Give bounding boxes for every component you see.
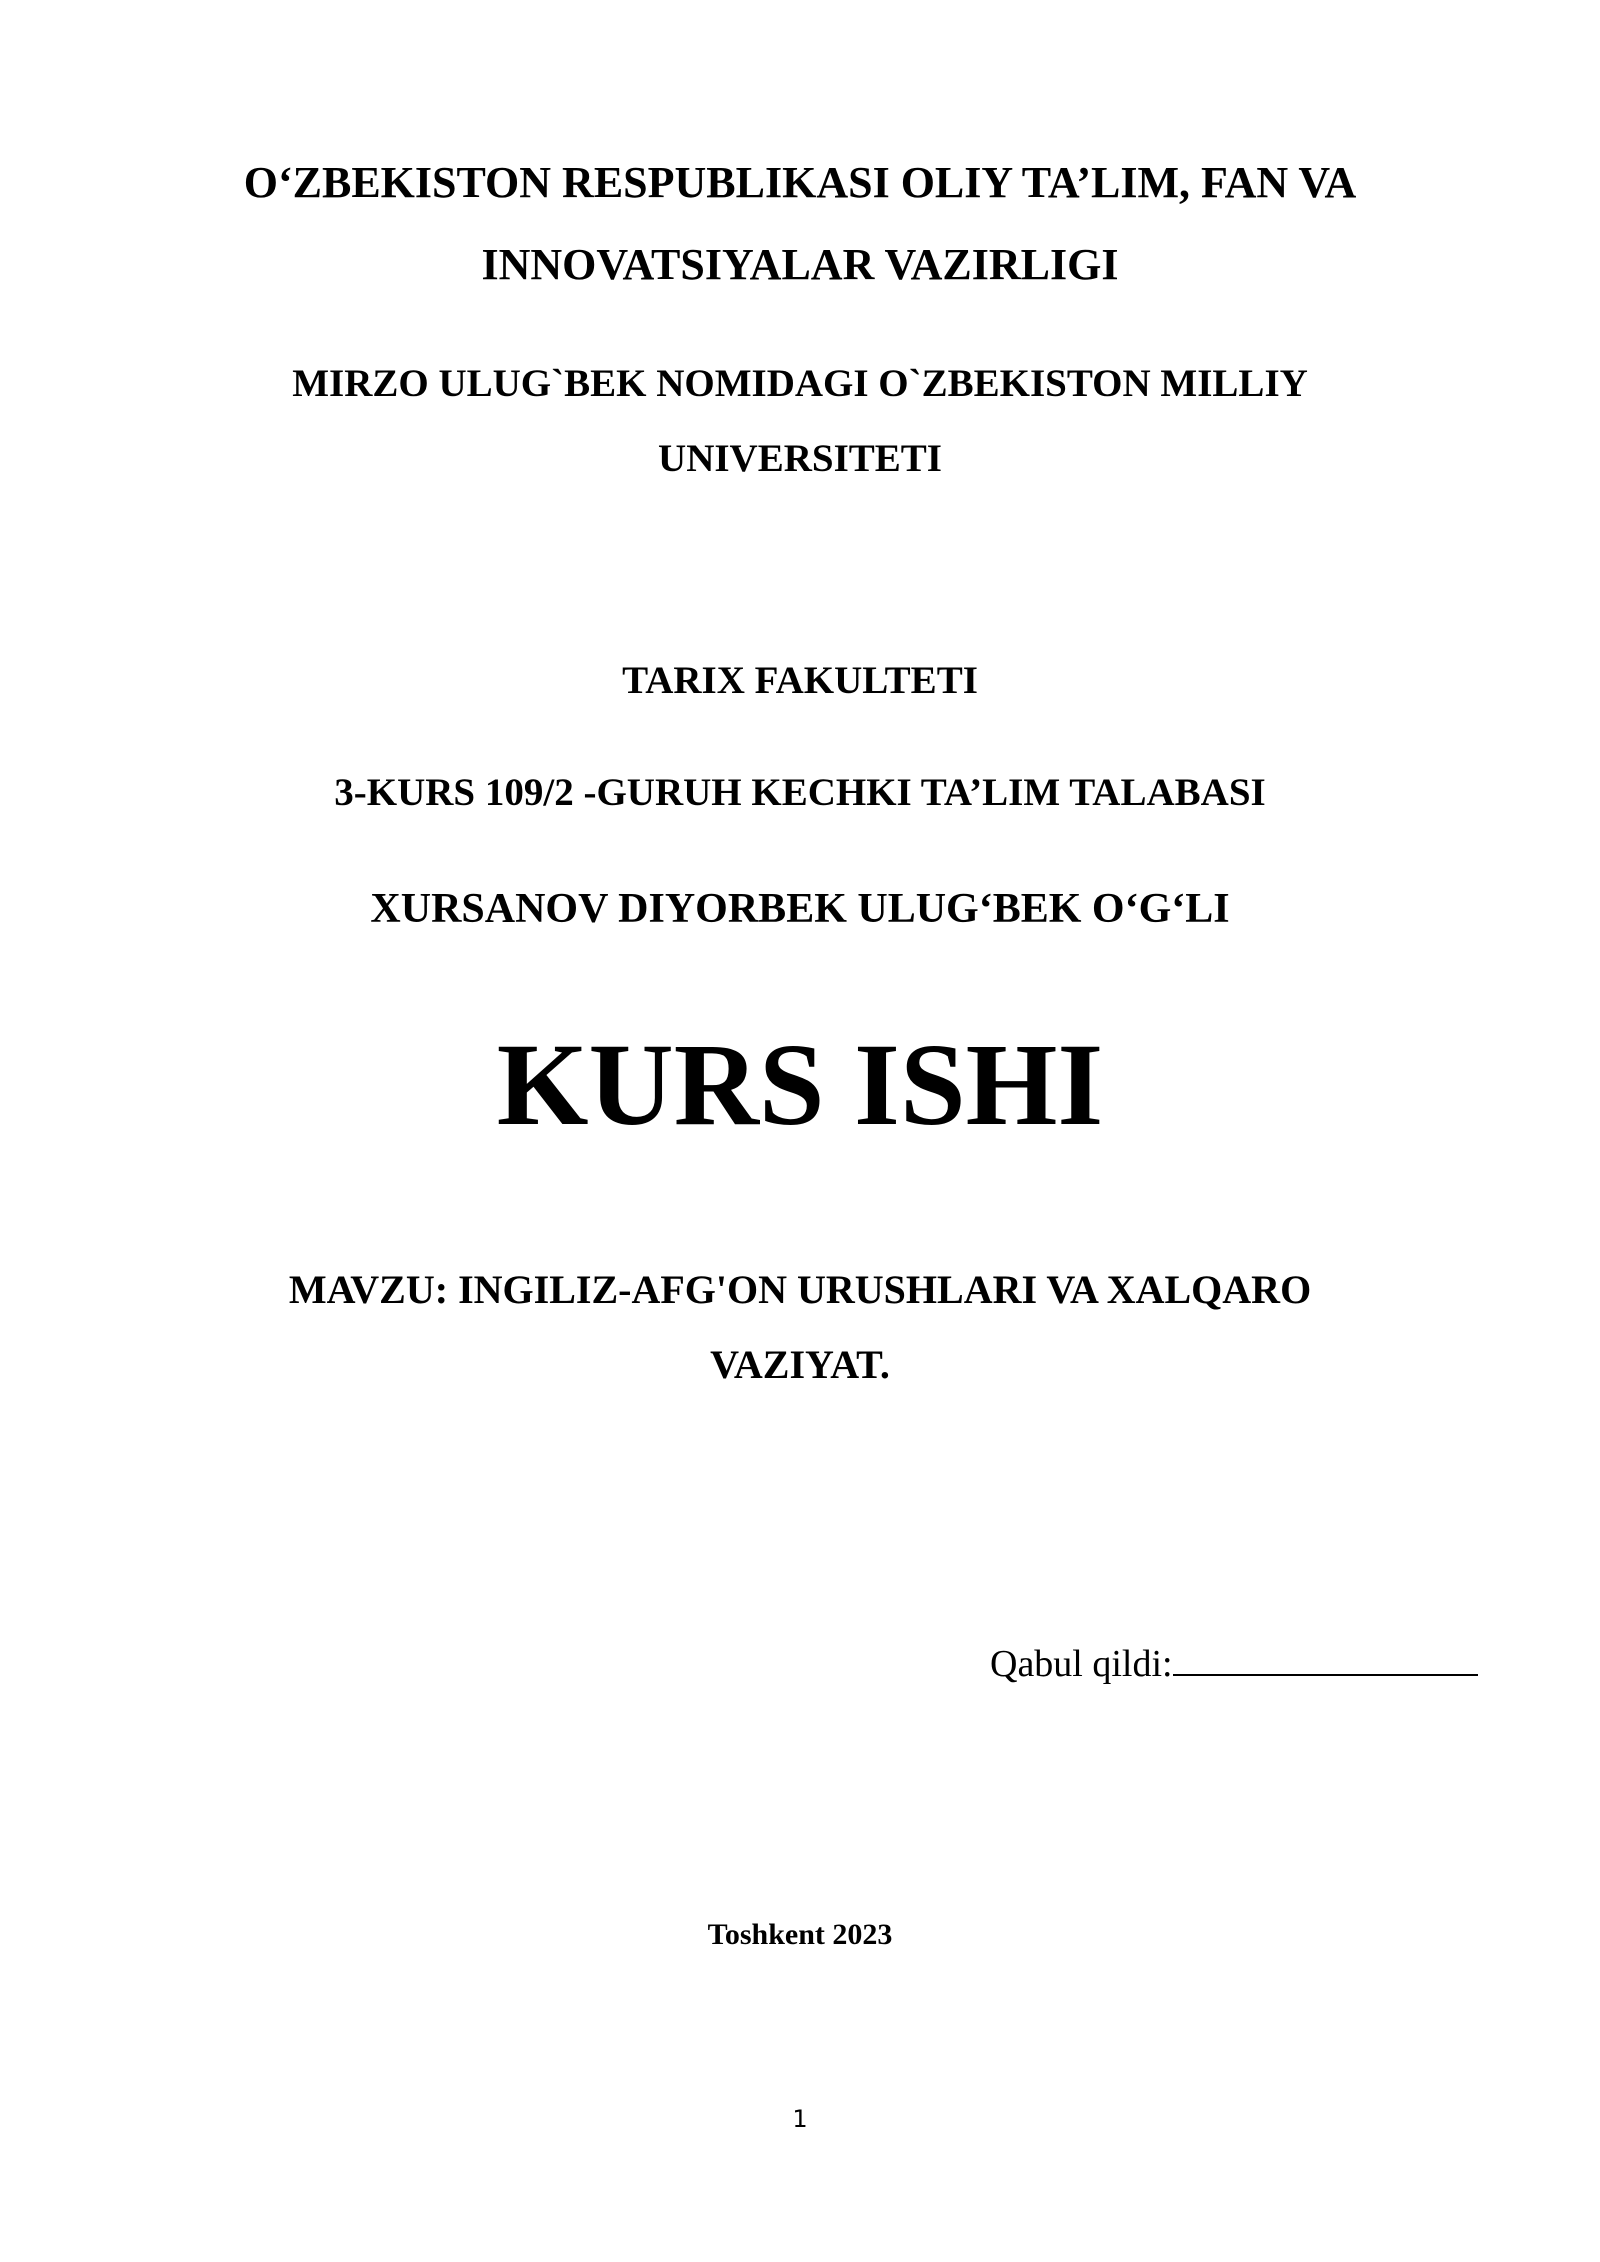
- ministry-name-line-2: INNOVATSIYALAR VAZIRLIGI: [481, 240, 1119, 289]
- page-number: 1: [792, 2105, 808, 2133]
- student-group: 3-KURS 109/2 -GURUH KECHKI TA’LIM TALABASI: [334, 771, 1266, 814]
- student-name: XURSANOV DIYORBEK ULUG‘BEK O‘G‘LI: [370, 886, 1230, 932]
- faculty-name: TARIX FAKULTETI: [622, 659, 978, 702]
- university-name-line-1: MIRZO ULUG`BEK NOMIDAGI O`ZBEKISTON MILLIY: [292, 362, 1308, 405]
- university-name-line-2: UNIVERSITETI: [658, 437, 942, 480]
- ministry-name-line-1: O‘ZBEKISTON RESPUBLIKASI OLIY TA’LIM, FAN VA: [243, 158, 1357, 207]
- signature-blank-line: [1173, 1640, 1478, 1676]
- accepted-by-field: [990, 1640, 1478, 1686]
- topic-line-1: MAVZU: INGILIZ-AFG'ON URUSHLARI VA XALQARO: [288, 1267, 1312, 1312]
- city-year: Toshkent 2023: [707, 1918, 893, 1951]
- accepted-by-label: Qabul qildi:: [990, 1643, 1173, 1685]
- topic-line-2: VAZIYAT.: [710, 1342, 890, 1387]
- document-title: KURS ISHI: [496, 1019, 1104, 1150]
